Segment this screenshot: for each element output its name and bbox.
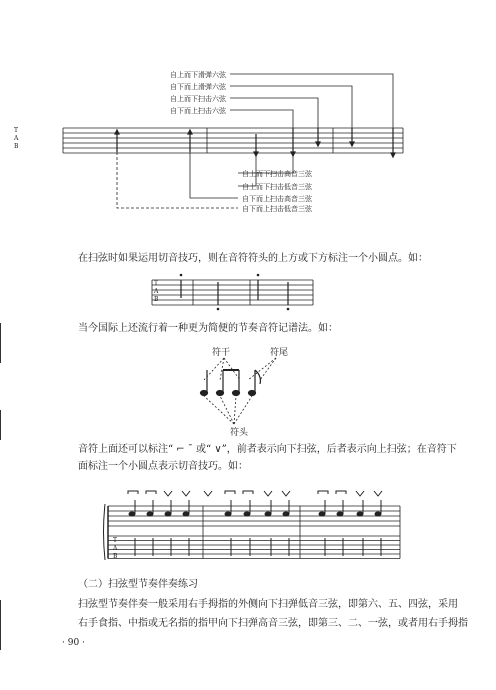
clef-a: A bbox=[154, 288, 159, 295]
clef-a: A bbox=[14, 135, 19, 142]
clef-t: T bbox=[14, 127, 19, 134]
clef-b: B bbox=[14, 143, 19, 150]
mute-notation-staff bbox=[148, 272, 318, 312]
label-top-1: 自上而下滑弹六弦 bbox=[170, 71, 226, 79]
label-bottom-2: 自上而下扫击低音三弦 bbox=[242, 183, 312, 191]
scan-edge-mark bbox=[0, 600, 1, 650]
label-head: 符头 bbox=[230, 428, 249, 438]
strum-notation-diagram bbox=[55, 60, 425, 220]
clef-b: B bbox=[154, 296, 159, 303]
paragraph-rhythm-notation: 当今国际上还流行着一种更为简便的节奏音符记谱法。如： bbox=[78, 323, 338, 334]
tab-clef-3 bbox=[113, 537, 117, 561]
paragraph-strum-practice-line1: 扫弦型节奏伴奏一般采用右手拇指的外侧向下扫弹低音三弦，即第六、五、四弦，采用 bbox=[78, 599, 458, 610]
label-top-2: 自下而上滑弹六弦 bbox=[170, 83, 226, 91]
clef-b: B bbox=[113, 553, 118, 560]
scan-edge-mark bbox=[0, 323, 1, 363]
paragraph-mute-technique: 在扫弦时如果运用切音技巧，则在音符符头的上方或下方标注一个小圆点。如： bbox=[78, 253, 428, 264]
paragraph-strum-practice-line2: 右手食指、中指或无名指的指甲向下扫弹高音三弦，即第三、二、一弦，或者用右手拇指 bbox=[78, 618, 468, 629]
label-bottom-3: 自下而上扫击高音三弦 bbox=[242, 195, 312, 203]
paragraph-strum-direction-line2: 面标注一个小圆点表示切音技巧。如： bbox=[78, 461, 248, 472]
label-flag: 符尾 bbox=[270, 348, 289, 358]
note-anatomy-diagram bbox=[190, 352, 280, 427]
clef-t: T bbox=[113, 537, 118, 544]
strum-rhythm-system bbox=[100, 488, 410, 568]
page-number: · 90 · bbox=[62, 638, 85, 648]
clef-a: A bbox=[113, 545, 118, 552]
label-stem: 符干 bbox=[212, 348, 231, 358]
paragraph-strum-direction-line1: 音符上面还可以标注“ ⌐ ¯ 或“ ∨”，前者表示向下扫弦，后者表示向上扫弦；在音符下 bbox=[78, 444, 457, 455]
label-bottom-1: 自上而下扫击高音三弦 bbox=[242, 170, 312, 178]
label-top-3: 自上而下扫击六弦 bbox=[170, 95, 226, 103]
label-top-4: 自下而上扫击六弦 bbox=[170, 107, 226, 115]
scan-edge-mark bbox=[0, 410, 1, 440]
section-heading: （二）扫弦型节奏伴奏练习 bbox=[78, 579, 198, 590]
tab-clef bbox=[14, 127, 18, 151]
clef-t: T bbox=[154, 280, 159, 287]
label-bottom-4: 自下而上扫击低音三弦 bbox=[242, 205, 312, 213]
tab-clef-2 bbox=[154, 280, 158, 304]
